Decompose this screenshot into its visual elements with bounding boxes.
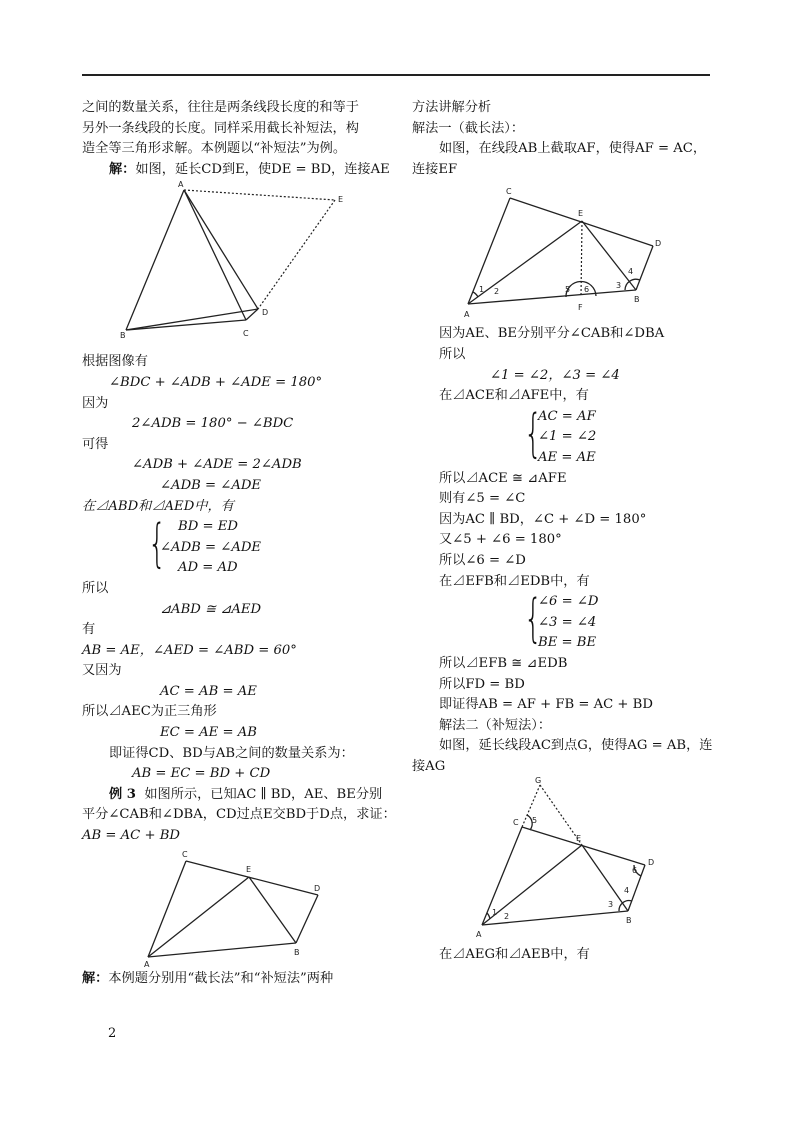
page-number: 2	[108, 1026, 117, 1041]
fig1-label-C: C	[243, 329, 249, 339]
text-line: 另外一条线段的长度。同样采用截长补短法，构	[82, 120, 359, 136]
fig4-label-B: B	[626, 916, 632, 926]
fig3-angle-1: 1	[479, 285, 485, 295]
fig1-label-D: D	[262, 308, 269, 318]
equation-system-1	[82, 514, 400, 579]
fig3-label-C: C	[506, 187, 512, 197]
fig2-label-E: E	[246, 864, 252, 874]
fig4-angle-4: 4	[624, 886, 630, 896]
equation: AB = EC = BD + CD	[132, 766, 271, 782]
system-row: ∠3 = ∠4	[538, 614, 597, 630]
system-row: AD = AD	[178, 560, 238, 576]
fig2-edge-BD	[296, 895, 318, 943]
fig3-angle-6: 6	[584, 285, 590, 295]
solution-line	[82, 160, 400, 181]
fig2-label-A: A	[144, 959, 150, 969]
figure-3	[412, 180, 712, 324]
fig1-edge-AC	[184, 190, 246, 320]
equation: ⊿ABD ≅ ⊿AED	[160, 601, 262, 617]
text-line: 则有∠5 = ∠C	[439, 491, 526, 507]
text-line: 在⊿ABD和⊿AED中，有	[82, 498, 234, 514]
system-row: ∠1 = ∠2	[538, 429, 597, 445]
fig2-label-D: D	[314, 883, 321, 893]
text-line: 在⊿EFB和⊿EDB中，有	[439, 573, 590, 589]
system-row: AC = AF	[538, 408, 596, 424]
fig4-edge-CD	[522, 827, 645, 865]
brace: {	[524, 589, 543, 650]
equation: EC = AE = AB	[160, 725, 257, 741]
brace: {	[524, 403, 543, 464]
text-line: 所以∠6 = ∠D	[439, 552, 526, 568]
example-text: 如图所示，已知AC ∥ BD，AE、BE分别	[144, 786, 383, 802]
equation: 2∠ADB = 180° − ∠BDC	[132, 416, 294, 432]
text-line: 所以⊿EFB ≅ ⊿EDB	[439, 655, 568, 671]
fig4-angle-6: 6	[632, 866, 638, 876]
text-line: 因为	[82, 395, 109, 411]
fig3-angle-5: 5	[565, 285, 571, 295]
text-line: 在⊿ACE和⊿AFE中，有	[439, 388, 589, 404]
fig4-angle-2: 2	[504, 912, 510, 922]
fig4-dotted-CG	[522, 785, 540, 827]
method-heading: 解法二（补短法）：	[439, 717, 552, 733]
figure-4	[412, 777, 712, 945]
fig1-edge-BD	[126, 309, 258, 330]
fig1-dotted-AE	[184, 190, 335, 200]
text-line: 又因为	[82, 663, 122, 679]
equation: ∠ADB + ∠ADE = 2∠ADB	[132, 457, 302, 473]
fig3-angle-4: 4	[628, 267, 634, 277]
fig3-arc-1	[473, 292, 478, 297]
fig4-edge-BE	[582, 845, 628, 911]
text-line: 所以	[82, 580, 109, 596]
fig1-label-A: A	[178, 180, 184, 190]
fig4-label-D: D	[648, 858, 655, 868]
text-line: 连接EF	[412, 161, 458, 177]
text-line: 即证得AB = AF + FB = AC + BD	[439, 697, 653, 713]
section-title: 方法讲解分析	[412, 100, 492, 115]
fig3-angle-2: 2	[494, 287, 500, 297]
figure-2	[82, 847, 400, 969]
final-line	[82, 969, 400, 990]
solution-label: 解：	[109, 161, 136, 177]
text-line: 所以⊿AEC为正三角形	[82, 704, 217, 720]
example-line	[82, 785, 400, 806]
fig4-label-C: C	[513, 818, 519, 828]
text-line: 因为AC ∥ BD，∠C + ∠D = 180°	[439, 511, 647, 527]
fig3-dotted-EF	[581, 221, 582, 297]
text-line: 有	[82, 622, 96, 638]
text-line: 如图，延长线段AC到点G，使得AG = AB，连	[439, 738, 713, 754]
equation: ∠1 = ∠2，∠3 = ∠4	[490, 367, 620, 383]
equation: AB = AE，∠AED = ∠ABD = 60°	[82, 642, 297, 658]
fig3-label-D: D	[655, 239, 662, 249]
equation-system-3	[412, 589, 712, 654]
system-row: BD = ED	[178, 519, 238, 535]
fig3-label-F: F	[578, 303, 583, 313]
text-line: 根据图像有	[82, 354, 148, 370]
system-row: ∠6 = ∠D	[538, 594, 599, 610]
fig1-label-E: E	[338, 195, 344, 205]
text-line: 所以FD = BD	[439, 676, 525, 692]
equation: AC = AB = AE	[160, 683, 257, 699]
fig3-edge-BD	[636, 246, 653, 290]
text-line: 又∠5 + ∠6 = 180°	[439, 532, 562, 548]
text-line: 造全等三角形求解。本例题以“补短法”为例。	[82, 141, 347, 157]
text-line: 可得	[82, 436, 109, 452]
figure-1	[82, 180, 400, 352]
brace: {	[148, 514, 167, 575]
text-line: 即证得CD、BD与AB之间的数量关系为：	[109, 745, 354, 761]
system-row: BE = BE	[538, 635, 597, 651]
fig4-label-A: A	[476, 930, 482, 940]
solution-text: 如图，延长CD到E，使DE = BD，连接AE	[135, 161, 390, 177]
text-line: 之间的数量关系，往往是两条线段长度的和等于	[82, 100, 359, 115]
final-text: 本例题分别用“截长法”和“补短法”两种	[108, 970, 334, 986]
right-column	[412, 98, 712, 966]
fig2-label-C: C	[182, 849, 188, 859]
fig1-dotted-DE	[258, 200, 335, 309]
fig4-angle-5: 5	[532, 816, 538, 826]
text-line: AB = AC + BD	[82, 828, 180, 844]
fig4-angle-1: 1	[492, 908, 498, 918]
fig4-label-E: E	[576, 834, 582, 844]
system-row: AE = AE	[538, 449, 596, 465]
fig1-edge-AD	[184, 190, 258, 309]
fig2-edge-AB	[148, 943, 296, 957]
left-column	[82, 98, 400, 989]
text-line: 平分∠CAB和∠DBA，CD过点E交BD于D点，求证：	[82, 807, 396, 823]
text-line: 因为AE、BE分别平分∠CAB和∠DBA	[439, 326, 665, 342]
fig3-angle-3: 3	[616, 281, 622, 291]
fig4-angle-3: 3	[608, 900, 614, 910]
equation: ∠ADB = ∠ADE	[160, 477, 262, 493]
system-row: ∠ADB = ∠ADE	[160, 539, 262, 555]
fig4-edge-AC	[482, 827, 522, 925]
text-line: 如图，在线段AB上截取AF，使得AF = AC，	[439, 141, 707, 157]
fig1-edge-AB	[126, 190, 184, 330]
fig1-label-B: B	[120, 331, 126, 341]
final-label: 解：	[82, 970, 109, 986]
fig4-arc-1	[487, 913, 490, 919]
text-line: 在⊿AEG和⊿AEB中，有	[439, 947, 590, 963]
fig3-label-E: E	[578, 209, 584, 219]
example-label: 例 3	[109, 786, 136, 802]
fig1-edge-BC	[126, 320, 246, 330]
fig2-edge-CD	[186, 861, 321, 895]
fig2-label-B: B	[294, 947, 300, 957]
fig3-label-B: B	[634, 295, 640, 305]
fig4-label-G: G	[535, 777, 542, 786]
fig3-label-A: A	[464, 310, 470, 320]
text-line: 所以⊿ACE ≅ ⊿AFE	[439, 470, 567, 486]
header-rule	[82, 74, 710, 76]
text-line: 所以	[439, 346, 466, 362]
equation-system-2	[412, 403, 712, 469]
method-heading: 解法一（截长法）：	[412, 120, 525, 136]
equation: ∠BDC + ∠ADB + ∠ADE = 180°	[109, 374, 323, 390]
text-line: 接AG	[412, 758, 446, 774]
